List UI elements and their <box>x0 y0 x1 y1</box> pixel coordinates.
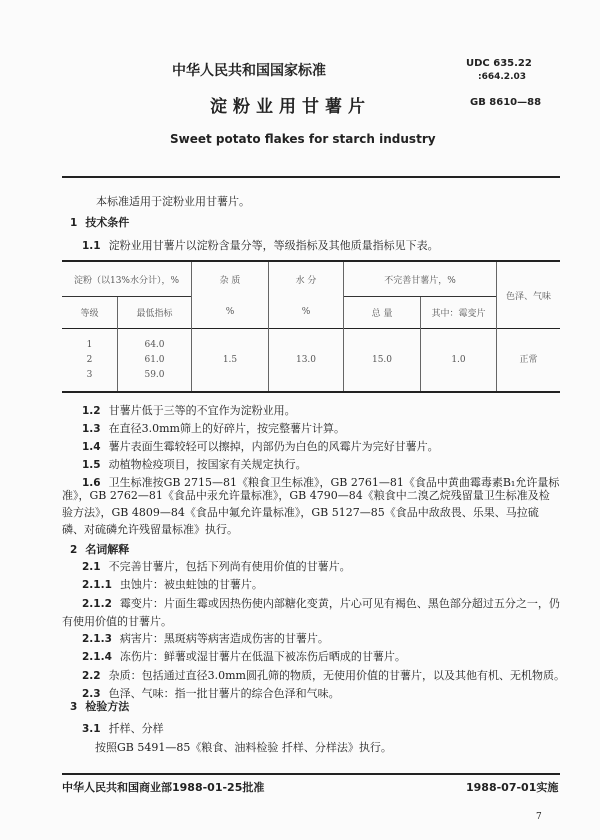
header-min: 最低指标 <box>118 297 192 329</box>
mold-value: 1.0 <box>421 329 497 393</box>
header-rule <box>62 176 560 178</box>
header-color: 色泽、气味 <box>497 261 561 329</box>
approval-info: 中华人民共和国商业部1988-01-25批准 <box>62 781 265 794</box>
header-total: 总 量 <box>344 297 421 329</box>
section-title: 检验方法 <box>85 700 130 713</box>
unit-impurity: % <box>192 297 269 329</box>
header-imperfect: 不完善甘薯片，% <box>344 261 497 297</box>
clause-text: 淀粉业用甘薯片以淀粉含量分等，等级指标及其他质量指标见下表。 <box>108 239 439 252</box>
intro-text: 本标准适用于淀粉业用甘薯片。 <box>96 195 250 208</box>
header-impurity: 杂 质 <box>192 261 269 297</box>
udc-code-2: :664.2.03 <box>478 72 527 82</box>
clause-title: 扦样、分样 <box>108 722 164 735</box>
moisture-value: 13.0 <box>269 329 344 393</box>
impurity-value: 1.5 <box>192 329 269 393</box>
clause-1-6-cont: 准》，GB 2762—81《食品中汞允许量标准》，GB 4790—84《粮食中二溴乙烷残留量卫生标准及检 验方法》，GB 4809—84《食品中氟允许量标准》，GB 5127—85《食品中敌敌畏、乐果、马拉硫 磷、对硫磷允许残留量标准》执行。 <box>62 489 550 536</box>
quality-table <box>62 260 560 393</box>
document-title: 淀粉业用甘薯片 <box>210 97 371 117</box>
header-moisture: 水 分 <box>269 261 344 297</box>
grade-cell: 1 2 3 <box>62 329 118 393</box>
section-title: 技术条件 <box>85 216 130 229</box>
clauses-2: 2.1 不完善甘薯片，包括下列尚有使用价值的甘薯片。 2.1.1 虫蚀片：被虫蛀蚀的甘薯片。 2.1.2 霉变片：片面生霉或因热伤使内部糖化变黄，片心可见有褐色、黑色部分超过五分之一，仍 有使用价值的甘薯片。 2.1.3 病害片：黑斑病等病害造成伤害的甘薯片。 2.1.4 冻伤片：鲜薯或湿甘薯片在低温下被冻伤后晒成的甘薯片。 2.2 杂质：包括通过直径3.0mm圆孔筛的物质，无使用价值的甘薯片，以及其他有机、无机物质。 2.3 色泽、气味：指一批甘薯片的综合色泽和气味。 <box>62 560 565 701</box>
title-english: Sweet potato flakes for starch industry <box>170 132 436 146</box>
unit-moisture: % <box>269 297 344 329</box>
header-mold: 其中：霉变片 <box>421 297 497 329</box>
clauses-1: 1.2 甘薯片低于三等的不宜作为淀粉业用。 1.3 在直径3.0mm筛上的好碎片，按完整薯片计算。 1.4 薯片表面生霉较轻可以擦掉，内部仍为白色的风霉片为完好甘薯片。 1.5 动植物检疫项目，按国家有关规定执行。 1.6 卫生标准按GB 2715—81《粮食卫生标准》，GB 2761—81《食品中黄曲霉毒素B₁允许量标 <box>82 404 560 489</box>
header-grade: 等级 <box>62 297 118 329</box>
effective-date: 1988-07-01实施 <box>466 781 559 794</box>
clause-number: 1.1 <box>82 240 101 252</box>
issuing-org: 中华人民共和国国家标准 <box>172 63 326 79</box>
standard-number: GB 8610—88 <box>470 97 542 108</box>
section-number: 2 <box>70 544 78 556</box>
color-value: 正常 <box>497 329 561 393</box>
footer-rule <box>62 773 560 775</box>
section-number: 3 <box>70 701 78 713</box>
clause-number: 3.1 <box>82 723 101 735</box>
udc-code: UDC 635.22 <box>466 58 532 69</box>
min-cell: 64.0 61.0 59.0 <box>118 329 192 393</box>
section-title: 名词解释 <box>85 543 130 556</box>
total-value: 15.0 <box>344 329 421 393</box>
section-number: 1 <box>70 217 78 229</box>
page-number: 7 <box>536 812 542 822</box>
header-starch: 淀粉（以13%水分计），% <box>73 275 180 286</box>
clause-text: 按照GB 5491—85《粮食、油料检验 扦样、分样法》执行。 <box>95 741 392 754</box>
